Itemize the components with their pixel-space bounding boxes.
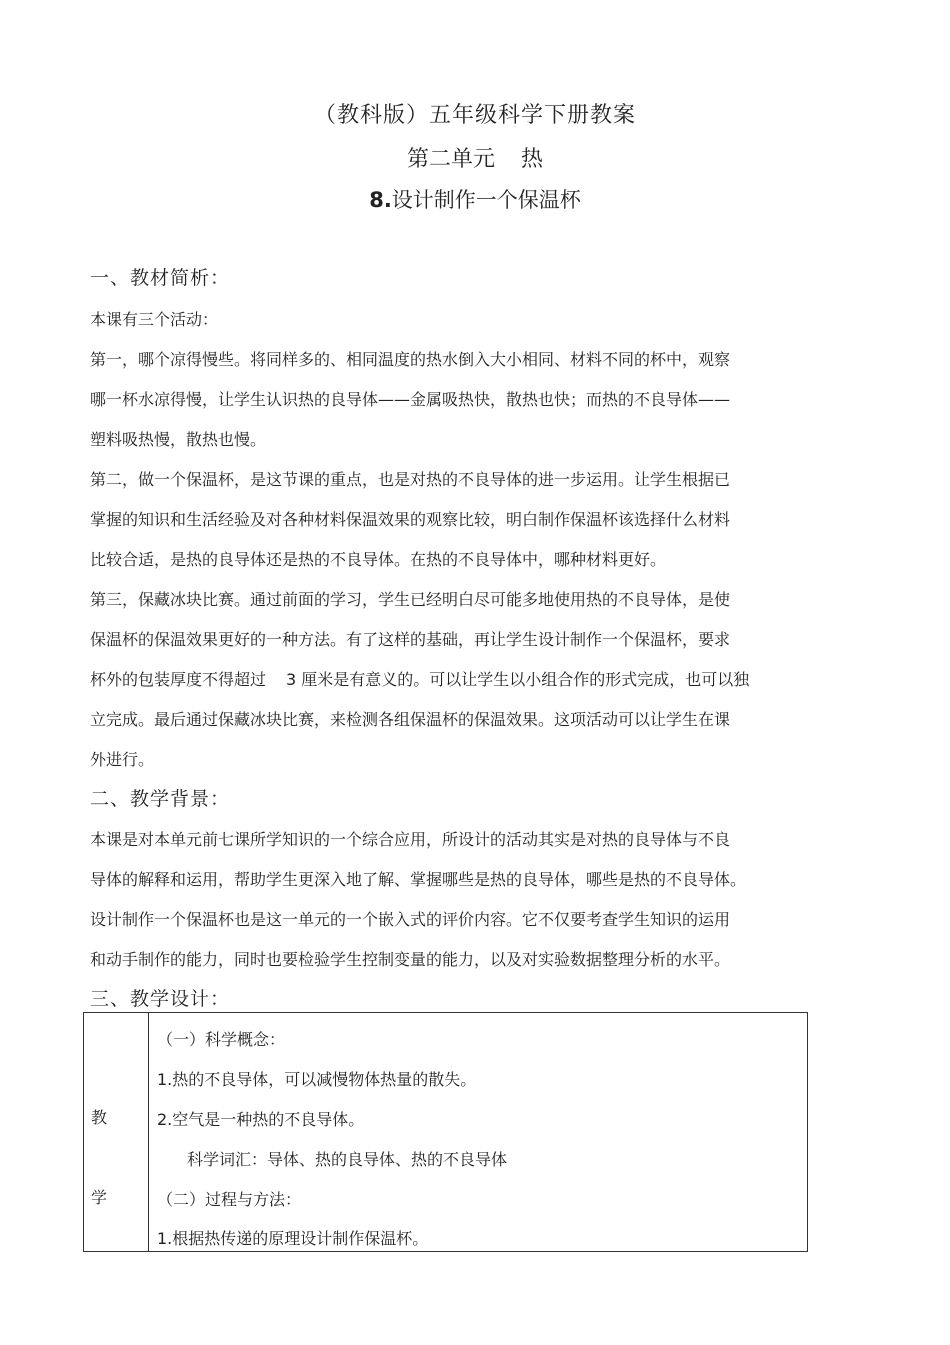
table-line: 1.热的不良导体，可以减慢物体热量的散失。 (157, 1070, 477, 1089)
table-label-char: 教 (91, 1108, 108, 1127)
paragraph-line: 设计制作一个保温杯也是这一单元的一个嵌入式的评价内容。它不仅要考查学生知识的运用 (90, 910, 731, 929)
unit-topic: 热 (521, 147, 544, 172)
lesson-number: 8. (369, 188, 392, 212)
paragraph-line: 比较合适，是热的良导体还是热的不良导体。在热的不良导体中，哪种材料更好。 (90, 550, 667, 569)
section1-heading: 一、教材简析： (90, 267, 231, 289)
table-line: 科学词汇：导体、热的良导体、热的不良导体 (187, 1150, 508, 1169)
paragraph-line (90, 667, 749, 690)
table-line: 1.根据热传递的原理设计制作保温杯。 (157, 1229, 429, 1248)
line-segment: 3 厘米是有意义的。可以让学生以小组合作的形式完成，也可以独 (286, 670, 750, 689)
table-line: （一）科学概念： (157, 1030, 286, 1049)
unit-title (0, 142, 950, 173)
paragraph-line: 立完成。最后通过保藏冰块比赛，来检测各组保温杯的保温效果。这项活动可以让学生在课 (90, 710, 731, 729)
paragraph-line: 保温杯的保温效果更好的一种方法。有了这样的基础，再让学生设计制作一个保温杯，要求 (90, 630, 731, 649)
section2-heading: 二、教学背景： (90, 788, 231, 810)
line-segment: 杯外的包装厚度不得超过 (90, 670, 267, 689)
paragraph-line: 第一，哪个凉得慢些。将同样多的、相同温度的热水倒入大小相同、材料不同的杯中，观察 (90, 350, 731, 369)
document-title: （教科版）五年级科学下册教案 (313, 103, 636, 128)
unit-label: 第二单元 (406, 147, 495, 172)
paragraph-line: 外进行。 (90, 750, 155, 769)
paragraph-line: 本课是对本单元前七课所学知识的一个综合应用，所设计的活动其实是对热的良导体与不良 (90, 830, 731, 849)
paragraph-line: 第二，做一个保温杯，是这节课的重点，也是对热的不良导体的进一步运用。让学生根据已 (90, 470, 731, 489)
table-label-cell (84, 1013, 149, 1252)
paragraph-line: 塑料吸热慢，散热也慢。 (90, 430, 267, 449)
lesson-title (0, 184, 950, 214)
table-line: （二）过程与方法： (157, 1190, 302, 1209)
table-line: 2.空气是一种热的不良导体。 (157, 1110, 365, 1129)
paragraph-line: 本课有三个活动： (90, 310, 219, 329)
paragraph-line: 哪一杯水凉得慢，让学生认识热的良导体——金属吸热快，散热也快；而热的不良导体—— (90, 390, 731, 409)
lesson-name: 设计制作一个保温杯 (391, 188, 581, 212)
paragraph-line: 导体的解释和运用，帮助学生更深入地了解、掌握哪些是热的良导体，哪些是热的不良导体。 (90, 870, 747, 889)
paragraph-line: 第三，保藏冰块比赛。通过前面的学习，学生已经明白尽可能多地使用热的不良导体，是使 (90, 590, 731, 609)
teaching-design-table (83, 1012, 808, 1252)
table-label-char: 学 (91, 1188, 108, 1207)
table-content-cell (149, 1013, 808, 1252)
section3-heading: 三、教学设计： (90, 988, 231, 1010)
paragraph-line: 和动手制作的能力，同时也要检验学生控制变量的能力，以及对实验数据整理分析的水平。 (90, 950, 731, 969)
paragraph-line: 掌握的知识和生活经验及对各种材料保温效果的观察比较，明白制作保温杯该选择什么材料 (90, 510, 731, 529)
